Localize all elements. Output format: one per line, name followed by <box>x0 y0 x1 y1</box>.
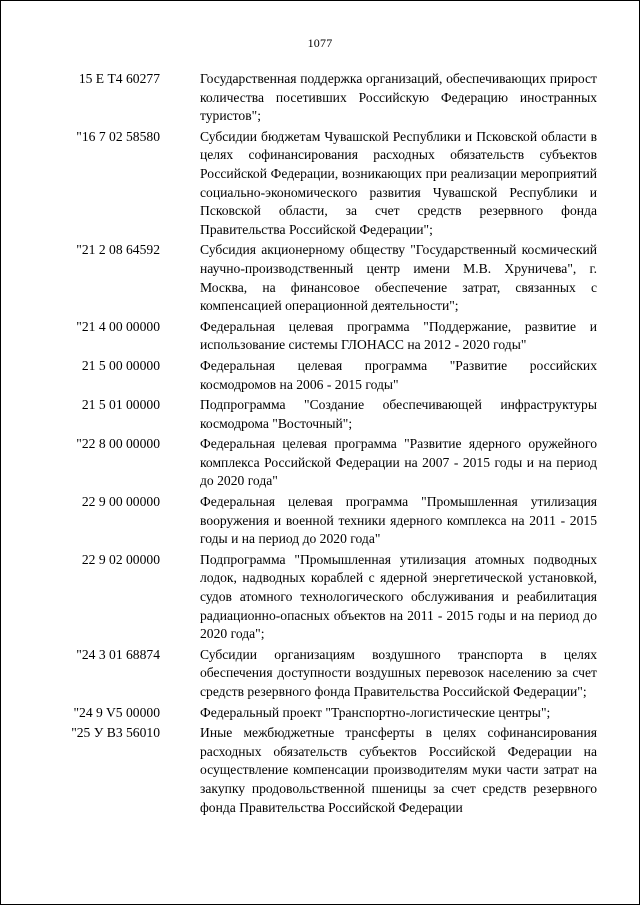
item-description: Подпрограмма "Создание обеспечивающей инфраструктуры космодрома "Восточный"; <box>200 397 597 431</box>
item-description: Федеральная целевая программа "Промышленная утилизация вооружения и военной техники ядерного комплекса на 2011 - 2015 годы и на период до 2020 года" <box>200 494 597 547</box>
budget-code: 15 Е Т4 60277 <box>78 71 160 86</box>
budget-code: "25 У В3 56010 <box>71 725 160 741</box>
budget-code-list <box>0 70 640 819</box>
list-item <box>0 551 640 644</box>
list-item <box>0 318 640 355</box>
list-item <box>0 70 640 126</box>
item-description: Государственная поддержка организаций, обеспечивающих прирост количества посетивших Российскую Федерацию иностранных туристов"; <box>200 71 597 124</box>
item-description: Субсидии бюджетам Чувашской Республики и Псковской области в целях софинансирования расходных обязательств субъектов Российской Федерации, возникающих при реализации мероприятий социально-экономического развития Чувашской Республики и Псковской области, за счет средств резервного фонда Правительства Российской Федерации"; <box>200 128 597 237</box>
list-item <box>0 493 640 549</box>
list-item <box>0 724 640 817</box>
list-item <box>0 704 640 723</box>
list-item <box>0 396 640 433</box>
item-description: Субсидии организациям воздушного транспорта в целях обеспечения доступности воздушных перевозок населению за счет средств резервного фонда Правительства Российской Федерации"; <box>200 646 597 699</box>
budget-code: "24 9 V5 00000 <box>73 704 160 720</box>
item-description: Федеральная целевая программа "Развитие ядерного оружейного комплекса Российской Федерации на 2007 - 2015 годы и на период до 2020 года" <box>200 436 597 489</box>
budget-code: "24 3 01 68874 <box>76 646 160 662</box>
item-description: Субсидия акционерному обществу "Государственный космический научно-производственный центр имени М.В. Хруничева", г. Москва, на финансовое обеспечение затрат, связанных с компенсацией операционной деятельности"; <box>200 242 597 314</box>
budget-code: 21 5 00 00000 <box>81 357 160 373</box>
list-item <box>0 128 640 240</box>
page-number: 1077 <box>307 36 333 50</box>
budget-code: "16 7 02 58580 <box>76 128 160 144</box>
item-description: Подпрограмма "Промышленная утилизация атомных подводных лодок, надводных кораблей с ядерной энергетической установкой, судов атомного технологического обслуживания и реабилитация радиационно-опасных объектов на 2011 - 2015 годы и на период до 2020 года"; <box>200 551 597 642</box>
budget-code: "21 2 08 64592 <box>76 242 160 258</box>
list-item <box>0 646 640 702</box>
budget-code: "22 8 00 00000 <box>76 436 160 452</box>
budget-code: 22 9 02 00000 <box>81 551 160 567</box>
list-item <box>0 435 640 491</box>
item-description: Федеральная целевая программа "Поддержание, развитие и использование системы ГЛОНАСС на 2012 - 2020 годы" <box>200 318 597 353</box>
budget-code: "21 4 00 00000 <box>76 318 160 334</box>
list-item <box>0 357 640 394</box>
item-description: Иные межбюджетные трансферты в целях софинансирования расходных обязательств субъектов Российской Федерации на осуществление компенсации производителям муки части затрат на закупку продовольственной пшеницы за счет средств резервного фонда Правительства Российской Федерации <box>200 725 597 815</box>
item-description: Федеральный проект "Транспортно-логистические центры"; <box>200 704 551 720</box>
budget-code: 21 5 01 00000 <box>81 397 160 413</box>
item-description: Федеральная целевая программа "Развитие российских космодромов на 2006 - 2015 годы" <box>200 357 597 392</box>
list-item <box>0 241 640 315</box>
budget-code: 22 9 00 00000 <box>81 494 160 510</box>
